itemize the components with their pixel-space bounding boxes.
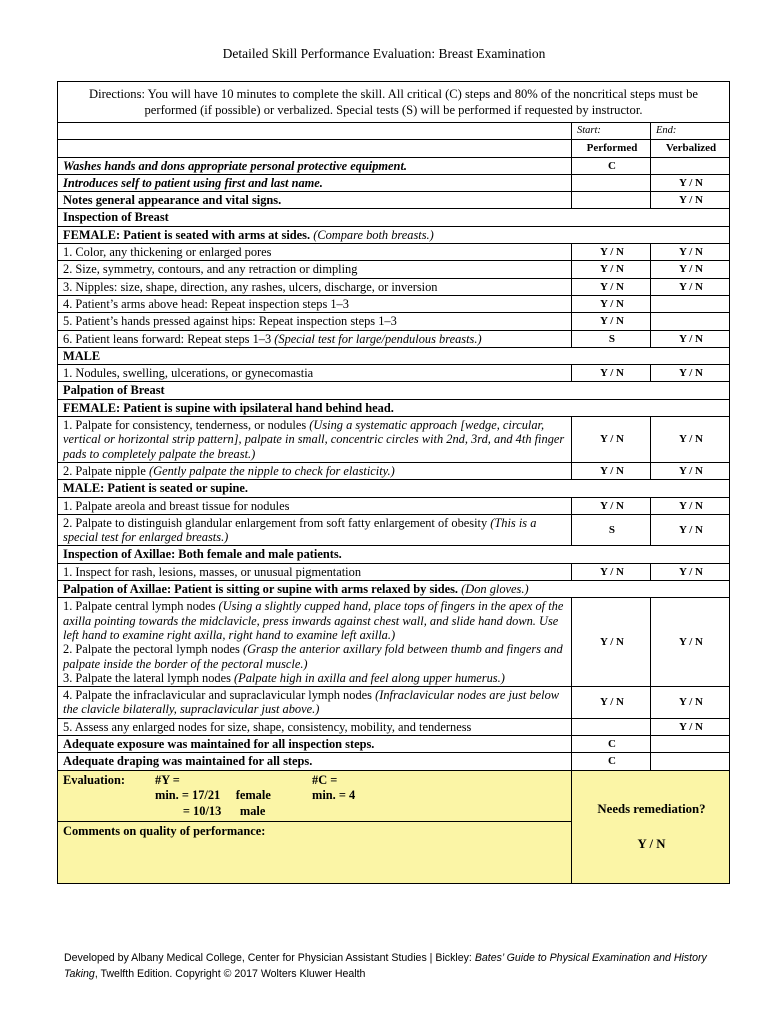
performed-cell: Y / N: [571, 497, 650, 514]
start-end-row: [58, 123, 730, 140]
step-text: 1. Palpate areola and breast tissue for nodules: [58, 497, 572, 514]
step-main: 1. Palpate for consistency, tenderness, or nodules: [63, 418, 310, 433]
verbalized-cell: [650, 753, 729, 770]
table-row: [58, 718, 730, 735]
step-text: 5. Patient’s hands pressed against hips: Repeat inspection steps 1–3: [58, 313, 572, 330]
start-label: Start:: [571, 123, 650, 140]
verbalized-cell: Y / N: [650, 462, 729, 479]
step-text: [58, 598, 572, 687]
needs-remediation-yn: Y / N: [637, 836, 666, 851]
step-note: (Grasp the anterior axillary fold between thumb and fingers and palpate inside the border of the pectoral muscle.): [63, 642, 563, 671]
table-row: [58, 735, 730, 752]
step-text: Notes general appearance and vital signs.: [58, 192, 572, 209]
table-row: [58, 563, 730, 580]
footer-credit: [64, 950, 714, 982]
verbalized-cell: Y / N: [650, 514, 729, 546]
table-row: [58, 365, 730, 382]
section-heading: [58, 581, 730, 598]
step-text: 3. Nipples: size, shape, direction, any rashes, ulcers, discharge, or inversion: [58, 278, 572, 295]
table-row: [58, 157, 730, 174]
comments-label: Comments on quality of performance:: [58, 821, 572, 883]
performed-cell: S: [571, 514, 650, 546]
verbalized-cell: Y / N: [650, 192, 729, 209]
table-row: [58, 174, 730, 191]
table-row: [58, 417, 730, 463]
verbalized-header: Verbalized: [650, 140, 729, 157]
table-row: [58, 261, 730, 278]
performed-cell: S: [571, 330, 650, 347]
verbalized-cell: Y / N: [650, 417, 729, 463]
step-text: Adequate exposure was maintained for all inspection steps.: [58, 735, 572, 752]
y-min-female: min. = 17/21 female: [155, 788, 271, 803]
section-heading: Inspection of Axillae: Both female and male patients.: [58, 546, 730, 563]
verbalized-cell: Y / N: [650, 244, 729, 261]
performed-cell: [571, 174, 650, 191]
step-main: 3. Palpate the lateral lymph nodes: [63, 670, 235, 685]
verbalized-cell: Y / N: [650, 687, 729, 719]
step-main: 2. Palpate nipple: [63, 463, 150, 478]
c-min: min. = 4: [312, 788, 356, 803]
verbalized-cell: Y / N: [650, 497, 729, 514]
performed-cell: C: [571, 157, 650, 174]
performed-header: Performed: [571, 140, 650, 157]
step-text: 5. Assess any enlarged nodes for size, shape, consistency, mobility, and tenderness: [58, 718, 572, 735]
performed-cell: Y / N: [571, 365, 650, 382]
step-text: 1. Color, any thickening or enlarged pores: [58, 244, 572, 261]
footer-text: Developed by Albany Medical College, Center for Physician Assistant Studies | Bickley:: [64, 952, 475, 964]
performed-cell: Y / N: [571, 462, 650, 479]
table-row: [58, 244, 730, 261]
table-row: [58, 330, 730, 347]
subsection-row: [58, 347, 730, 364]
verbalized-cell: Y / N: [650, 598, 729, 687]
evaluation-label: Evaluation:: [63, 772, 125, 787]
step-note: (This is a special test for enlarged breasts.): [63, 515, 537, 545]
end-label: End:: [650, 123, 729, 140]
verbalized-cell: Y / N: [650, 365, 729, 382]
verbalized-cell: [650, 735, 729, 752]
y-count-label: #Y =: [155, 772, 180, 787]
table-row: [58, 598, 730, 687]
section-main: Palpation of Axillae: Patient is sitting or supine with arms relaxed by sides.: [63, 582, 462, 597]
section-heading: Palpation of Breast: [58, 382, 730, 399]
table-row: [58, 497, 730, 514]
step-text: [58, 330, 572, 347]
step-note: (Using a systematic approach [wedge, circular, vertical or horizontal strip pattern], palpate in small, concentric circles with 2nd, 3rd, and 4th finger pads to completely palpate the breast.): [63, 418, 565, 461]
step-main: 1. Palpate central lymph nodes: [63, 599, 219, 614]
performed-cell: Y / N: [571, 278, 650, 295]
step-note: (Palpate high in axilla and feel along upper humerus.): [234, 670, 505, 685]
subsection-heading: MALE: Patient is seated or supine.: [58, 480, 730, 497]
performed-cell: Y / N: [571, 244, 650, 261]
performed-cell: C: [571, 735, 650, 752]
table-row: [58, 313, 730, 330]
verbalized-cell: Y / N: [650, 278, 729, 295]
table-row: [58, 295, 730, 312]
step-text: 4. Patient’s arms above head: Repeat inspection steps 1–3: [58, 295, 572, 312]
step-note: (Infraclavicular nodes are just below the clavicle bilaterally, supraclavicular just above.): [63, 688, 560, 717]
performed-cell: Y / N: [571, 313, 650, 330]
verbalized-cell: Y / N: [650, 718, 729, 735]
verbalized-cell: [650, 295, 729, 312]
performed-cell: Y / N: [571, 598, 650, 687]
step-text: Adequate draping was maintained for all steps.: [58, 753, 572, 770]
performed-cell: [571, 718, 650, 735]
footer-book-title: Bates’ Guide to Physical Examination and History Taking: [64, 952, 707, 980]
step-text: [58, 687, 572, 719]
table-row: [58, 278, 730, 295]
step-text: 1. Inspect for rash, lesions, masses, or unusual pigmentation: [58, 563, 572, 580]
step-text: [58, 514, 572, 546]
section-row: [58, 546, 730, 563]
performed-cell: C: [571, 753, 650, 770]
performed-cell: Y / N: [571, 417, 650, 463]
subsection-heading: FEMALE: Patient is supine with ipsilateral hand behind head.: [58, 399, 730, 416]
footer-copyright: , Twelfth Edition. Copyright © 2017 Wolters Kluwer Health: [94, 968, 366, 980]
needs-remediation-label: Needs remediation?: [597, 802, 706, 817]
directions-text: Directions: You will have 10 minutes to complete the skill. All critical (C) steps and 80% of the noncritical steps must be performed (if possible) or verbalized. Special tests (S) will be performed if requested by instructor.: [58, 82, 730, 123]
verbalized-cell: [650, 313, 729, 330]
performed-cell: Y / N: [571, 687, 650, 719]
table-row: [58, 687, 730, 719]
page-title: Detailed Skill Performance Evaluation: Breast Examination: [222, 46, 546, 61]
step-note: (Using a slightly cupped hand, place tops of fingers in the apex of the axilla pointing towards the midclavicle, press inwards against chest wall, and slide hand down. Use left hand to examine right axilla, right hand to examine left axilla.): [63, 599, 564, 642]
skill-evaluation-table: [57, 81, 730, 884]
blank-cell: [58, 123, 572, 140]
step-text: [58, 417, 572, 463]
y-min-male: = 10/13 male: [182, 803, 266, 818]
step-text: Washes hands and dons appropriate personal protective equipment.: [58, 157, 572, 174]
table-row: [58, 192, 730, 209]
subsection-note: (Compare both breasts.): [313, 227, 434, 242]
needs-remediation-cell: [571, 770, 729, 883]
subsection-row: [58, 399, 730, 416]
section-heading: Inspection of Breast: [58, 209, 730, 226]
performed-cell: Y / N: [571, 295, 650, 312]
directions-row: [58, 82, 730, 123]
performed-cell: [571, 192, 650, 209]
verbalized-cell: Y / N: [650, 330, 729, 347]
column-header-row: [58, 140, 730, 157]
evaluation-cell: [58, 770, 572, 821]
subsection-row: [58, 226, 730, 243]
performed-cell: Y / N: [571, 563, 650, 580]
performed-cell: Y / N: [571, 261, 650, 278]
blank-cell: [58, 140, 572, 157]
step-text: [58, 462, 572, 479]
step-main: 2. Palpate the pectoral lymph nodes: [63, 642, 243, 657]
verbalized-cell: Y / N: [650, 174, 729, 191]
c-count-label: #C =: [312, 772, 338, 787]
subsection-row: [58, 480, 730, 497]
step-main: 2. Palpate to distinguish glandular enlargement from soft fatty enlargement of obesity: [63, 515, 491, 530]
table-row: [58, 462, 730, 479]
section-row: [58, 581, 730, 598]
verbalized-cell: Y / N: [650, 261, 729, 278]
table-row: [58, 753, 730, 770]
step-main: 6. Patient leans forward: Repeat steps 1–3: [63, 331, 275, 346]
subsection-heading: MALE: [58, 347, 730, 364]
section-row: [58, 382, 730, 399]
section-note: (Don gloves.): [461, 582, 529, 597]
section-row: [58, 209, 730, 226]
evaluation-row: [58, 770, 730, 821]
verbalized-cell: Y / N: [650, 563, 729, 580]
step-note: (Gently palpate the nipple to check for elasticity.): [149, 463, 395, 478]
step-text: 1. Nodules, swelling, ulcerations, or gynecomastia: [58, 365, 572, 382]
step-note: (Special test for large/pendulous breasts.): [274, 331, 482, 346]
step-text: Introduces self to patient using first and last name.: [58, 174, 572, 191]
subsection-main: FEMALE: Patient is seated with arms at sides.: [63, 227, 314, 242]
verbalized-cell: [650, 157, 729, 174]
subsection-heading: [58, 226, 730, 243]
step-text: 2. Size, symmetry, contours, and any retraction or dimpling: [58, 261, 572, 278]
step-main: 4. Palpate the infraclavicular and supraclavicular lymph nodes: [63, 688, 376, 703]
table-row: [58, 514, 730, 546]
